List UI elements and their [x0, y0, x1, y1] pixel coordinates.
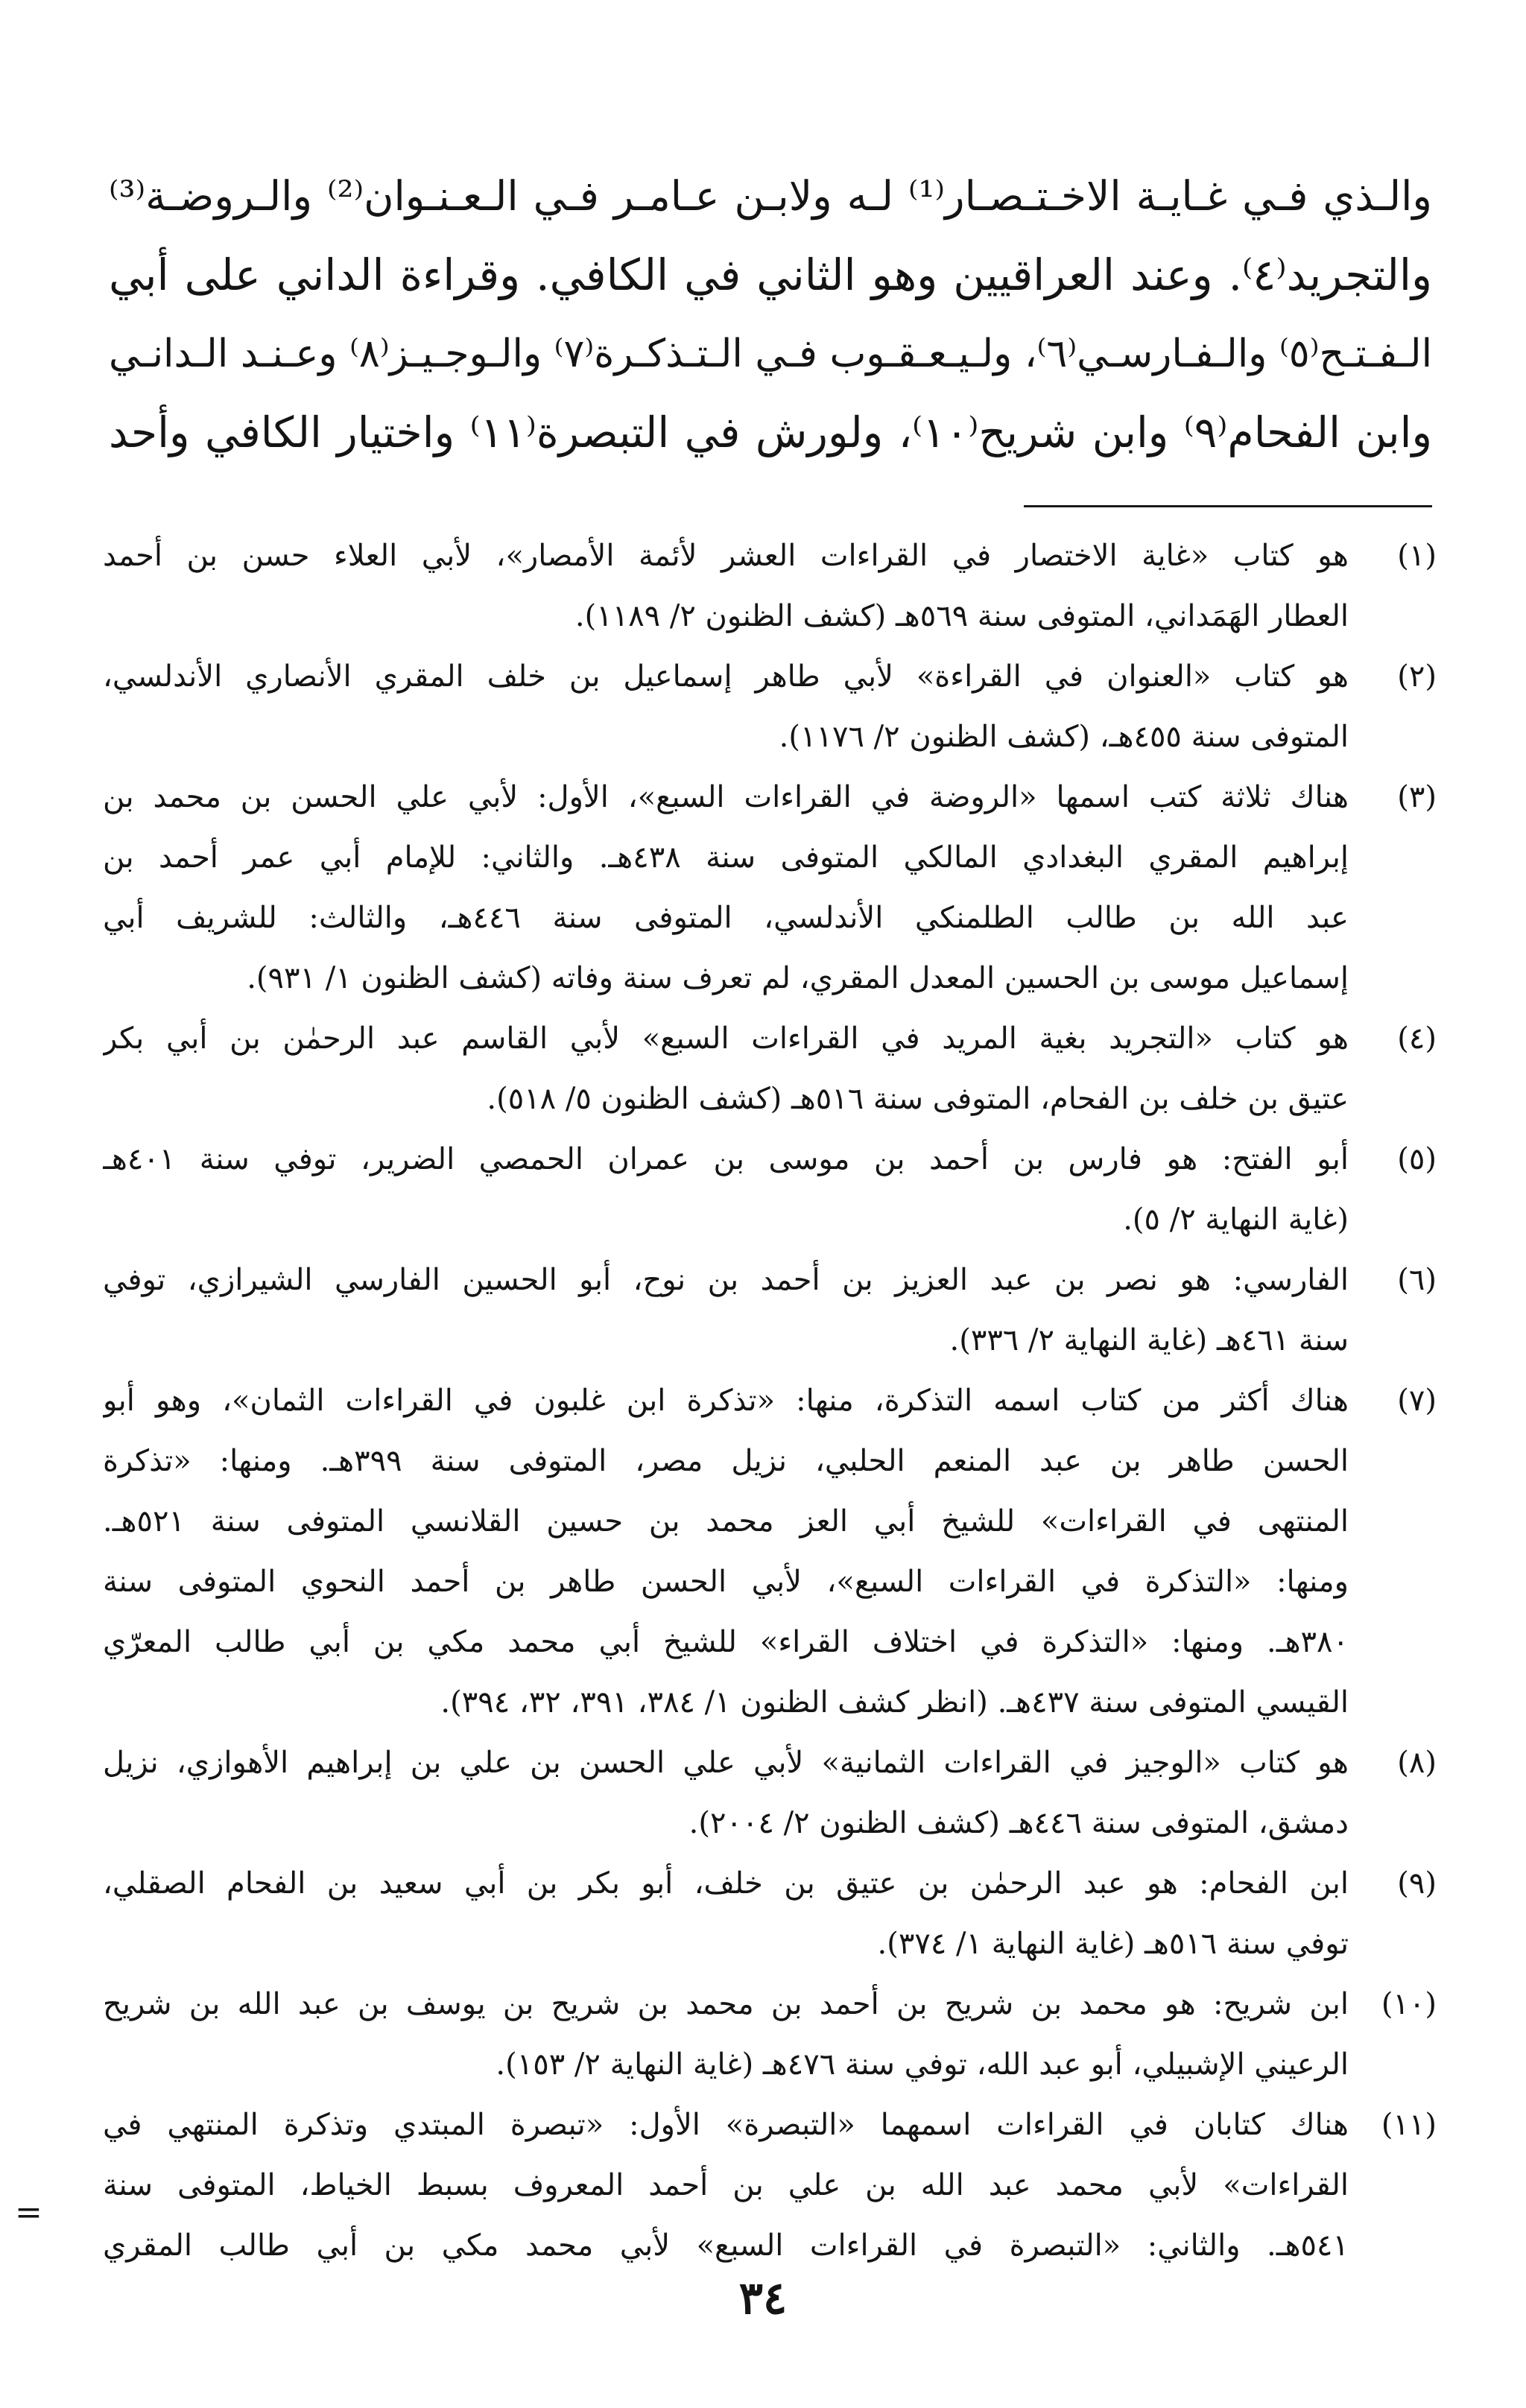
footnote-text — [103, 647, 1349, 767]
footnote-text — [103, 1371, 1349, 1733]
footnote — [103, 1129, 1437, 1250]
footnote-line: إسماعيل موسى بن الحسين المعدل المقري، لم تعرف سنة وفاته (كشف الظنون ١/ ٩٣١). — [247, 961, 1349, 995]
footnote-line: هناك ثلاثة كتب اسمها «الروضة في القراءات السبع»، الأول: لأبي علي الحسن بن محمد بن — [103, 780, 1349, 814]
footnote-line: إبراهيم المقري البغدادي المالكي المتوفى سنة ٤٣٨هـ. والثاني: للإمام أبي عمر أحمد بن — [103, 840, 1349, 875]
footnote-line: ابن شريح: هو محمد بن شريح بن أحمد بن محمد بن شريح بن يوسف بن عبد الله بن شريح — [103, 1987, 1349, 2021]
footnote-line: سنة ٤٦١هـ (غاية النهاية ٢/ ٣٣٦). — [949, 1323, 1349, 1357]
footnote-text — [103, 1250, 1349, 1371]
footnote-line: هو كتاب «العنوان في القراءة» لأبي طاهر إسماعيل بن خلف المقري الأنصاري الأندلسي، — [103, 659, 1349, 694]
footnote-number: (١٠) — [1381, 1987, 1437, 2021]
footnote-line: توفي سنة ٥١٦هـ (غاية النهاية ١/ ٣٧٤). — [877, 1927, 1349, 1961]
footnote-line: المنتهى في القراءات» للشيخ أبي العز محمد بن حسين القلانسي المتوفى سنة ٥٢١هـ. — [103, 1504, 1349, 1539]
footnote — [103, 2095, 1437, 2276]
footnote — [103, 647, 1437, 767]
footnote-line: هو كتاب «غاية الاختصار في القراءات العشر لأئمة الأمصار»، لأبي العلاء حسن بن أحمد — [103, 539, 1349, 573]
footnote-text — [103, 1129, 1349, 1250]
footnote — [103, 1371, 1437, 1733]
footnote-number: (٨) — [1397, 1746, 1437, 1780]
footnotes — [103, 526, 1437, 2276]
footnote-line: هناك أكثر من كتاب اسمه التذكرة، منها: «تذكرة ابن غلبون في القراءات الثمان»، وهو أبو — [103, 1384, 1349, 1418]
footnote-line: المتوفى سنة ٤٥٥هـ، (كشف الظنون ٢/ ١١٧٦). — [779, 720, 1349, 754]
footnote — [103, 1250, 1437, 1371]
footnote-text — [103, 1854, 1349, 1974]
footnote-number: (٢) — [1397, 659, 1437, 694]
footnote-line: عبد الله بن طالب الطلمنكي الأندلسي، المتوفى سنة ٤٤٦هـ، والثالث: للشريف أبي — [103, 901, 1349, 935]
footnote-line: القراءات» لأبي محمد عبد الله بن علي بن أحمد المعروف بسبط الخياط، المتوفى سنة — [103, 2168, 1349, 2202]
footnote — [103, 1009, 1437, 1129]
footnote-line: ٣٨٠هـ. ومنها: «التذكرة في اختلاف القراء» للشيخ أبي محمد مكي بن أبي طالب المعرّي — [103, 1625, 1349, 1659]
footnote-number: (٥) — [1397, 1142, 1437, 1176]
footnote-line: (غاية النهاية ٢/ ٥). — [1123, 1203, 1349, 1237]
footnote-number: (١) — [1397, 539, 1437, 573]
main-text-line: والتجريد⁽٤⁾. وعند العراقيين وهو الثاني في الكافي. وقراءة الداني على أبي — [109, 250, 1432, 300]
footnote-line: أبو الفتح: هو فارس بن أحمد بن موسى بن عمران الحمصي الضرير، توفي سنة ٤٠١هـ — [103, 1142, 1349, 1176]
footnote-separator — [1024, 505, 1432, 507]
footnote-number: (٤) — [1397, 1021, 1437, 1056]
footnote-line: ابن الفحام: هو عبد الرحمٰن بن عتيق بن خلف، أبو بكر بن أبي سعيد بن الفحام الصقلي، — [103, 1866, 1349, 1901]
footnote-text — [103, 767, 1349, 1009]
footnote-text — [103, 2095, 1349, 2276]
footnote-line: ومنها: «التذكرة في القراءات السبع»، لأبي الحسن طاهر بن أحمد النحوي المتوفى سنة — [103, 1565, 1349, 1599]
footnote-line: الفارسي: هو نصر بن عبد العزيز بن أحمد بن نوح، أبو الحسين الفارسي الشيرازي، توفي — [103, 1263, 1349, 1297]
footnote-number: (٦) — [1397, 1263, 1437, 1297]
footnote-number: (١١) — [1381, 2108, 1437, 2142]
footnote-number: (٩) — [1397, 1866, 1437, 1901]
footnote-line: هو كتاب «الوجيز في القراءات الثمانية» لأبي علي الحسن بن علي بن إبراهيم الأهوازي، نزيل — [103, 1746, 1349, 1780]
continuation-mark: = — [15, 2193, 42, 2231]
footnote-line: عتيق بن خلف بن الفحام، المتوفى سنة ٥١٦هـ (كشف الظنون ٥/ ٥١٨). — [487, 1082, 1349, 1116]
footnote-line: القيسي المتوفى سنة ٤٣٧هـ. (انظر كشف الظنون ١/ ٣٨٤، ٣٩١، ٣٢، ٣٩٤). — [440, 1685, 1349, 1720]
footnote-number: (٣) — [1397, 780, 1437, 814]
page-number: ٣٤ — [738, 2272, 788, 2325]
footnote — [103, 1733, 1437, 1854]
main-text-line: والـذي فـي غـايـة الاخـتـصـار⁽¹⁾ لـه ولابـن عـامـر فـي الـعـنـوان⁽²⁾ والـروضـة⁽³⁾ — [109, 172, 1432, 220]
footnote-line: هناك كتابان في القراءات اسمهما «التبصرة» الأول: «تبصرة المبتدي وتذكرة المنتهي في — [103, 2108, 1349, 2142]
footnote-line: العطار الهَمَداني، المتوفى سنة ٥٦٩هـ (كشف الظنون ٢/ ١١٨٩). — [574, 599, 1349, 633]
footnote — [103, 1854, 1437, 1974]
footnote-line: الحسن طاهر بن عبد المنعم الحلبي، نزيل مصر، المتوفى سنة ٣٩٩هـ. ومنها: «تذكرة — [103, 1444, 1349, 1478]
footnote-text — [103, 1733, 1349, 1854]
footnote-text — [103, 1974, 1349, 2095]
main-text-line: الـفـتـح⁽٥⁾ والـفـارسـي⁽٦⁾، ولـيـعـقـوب فـي الـتـذكـرة⁽٧⁾ والـوجـيـز⁽٨⁾ وعـنـد الـدانـي — [109, 332, 1433, 376]
footnote-line: هو كتاب «التجريد بغية المريد في القراءات السبع» لأبي القاسم عبد الرحمٰن بن أبي بكر — [103, 1021, 1349, 1056]
footnote-number: (٧) — [1397, 1384, 1437, 1418]
footnote-line: الرعيني الإشبيلي، أبو عبد الله، توفي سنة ٤٧٦هـ (غاية النهاية ٢/ ١٥٣). — [496, 2047, 1349, 2082]
footnote-text — [103, 1009, 1349, 1129]
footnote-text — [103, 526, 1349, 647]
main-text-line: وابن الفحام⁽٩⁾ وابن شريح⁽١٠⁾، ولورش في التبصرة⁽١١⁾ واختيار الكافي وأحد — [109, 408, 1432, 457]
main-text — [109, 156, 1432, 472]
footnote-line: ٥٤١هـ. والثاني: «التبصرة في القراءات السبع» لأبي محمد مكي بن أبي طالب المقري — [103, 2228, 1349, 2263]
footnote — [103, 526, 1437, 647]
footnote-line: دمشق، المتوفى سنة ٤٤٦هـ (كشف الظنون ٢/ ٢٠٠٤). — [688, 1806, 1349, 1840]
footnote — [103, 1974, 1437, 2095]
footnote — [103, 767, 1437, 1009]
